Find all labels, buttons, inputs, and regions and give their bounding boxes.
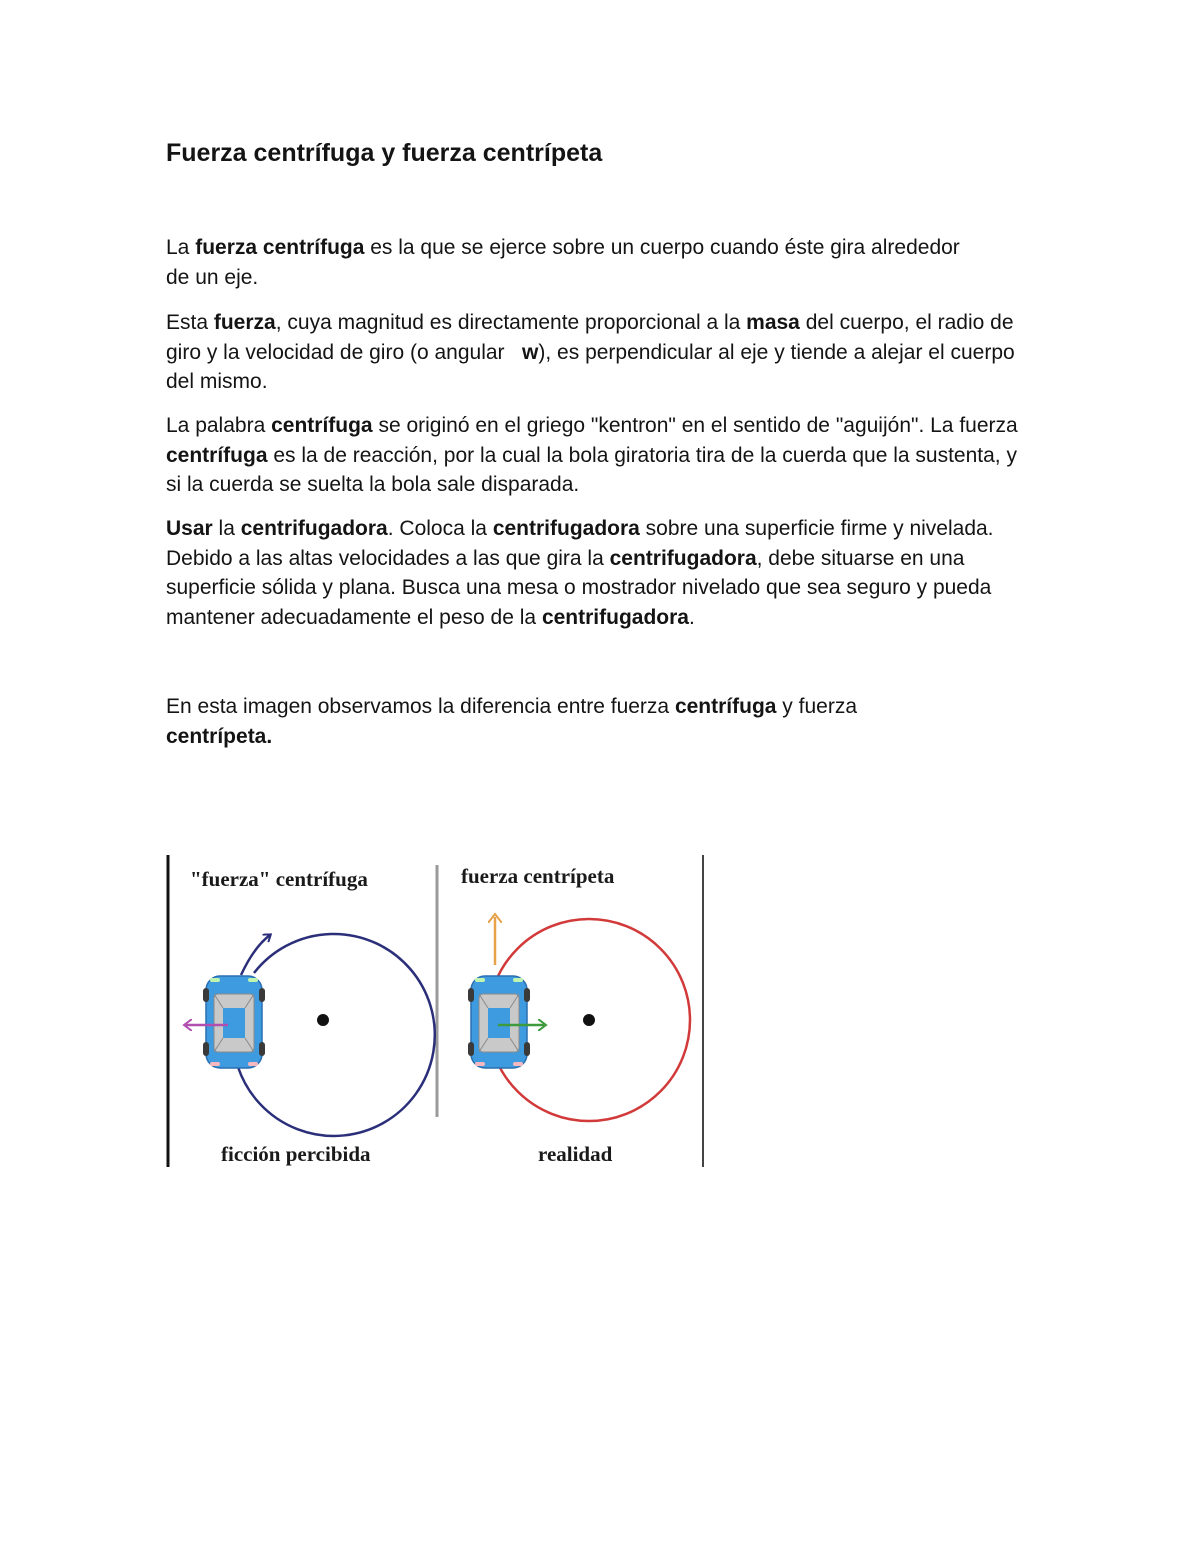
right-panel-title: fuerza centrípeta bbox=[461, 864, 615, 888]
velocity-arrow-left bbox=[241, 935, 270, 975]
paragraph-etymology: La palabra centrífuga se originó en el griego "kentron" en el sentido de "aguijón". La fuerza centrífuga es la de reacción, por la cual la bola giratoria tira de la cuerda que la sustenta, y si la cuerda se suelta la bola sale disparada. bbox=[166, 414, 1018, 496]
right-center-dot bbox=[583, 1014, 595, 1026]
centrifugal-vs-centripetal-figure bbox=[166, 855, 706, 1167]
paragraph-centrifuge-usage: Usar la centrifugadora. Coloca la centrifugadora sobre una superficie firme y nivelada. Debido a las altas velocidades a las que gira la centrifugadora, debe situarse en una superficie sólida y plana. Busca una mesa o mostrador nivelado que sea seguro y pueda mantener adecuadamente el peso de la centrifugadora. bbox=[166, 517, 994, 629]
left-panel-caption: ficción percibida bbox=[221, 1142, 371, 1166]
page-title: Fuerza centrífuga y fuerza centrípeta bbox=[166, 139, 603, 167]
paragraph-image-intro: En esta imagen observamos la diferencia entre fuerza centrífuga y fuerza centrípeta. bbox=[166, 695, 858, 748]
paragraph-definition: La fuerza centrífuga es la que se ejerce sobre un cuerpo cuando éste gira alrededor de un eje. bbox=[166, 236, 960, 289]
left-center-dot bbox=[317, 1014, 329, 1026]
car-icon-right bbox=[468, 976, 530, 1068]
figure-diagram bbox=[166, 855, 706, 1167]
left-circle-path bbox=[238, 934, 435, 1136]
left-panel-title: "fuerza" centrífuga bbox=[190, 867, 368, 891]
right-panel-caption: realidad bbox=[538, 1142, 613, 1166]
car-icon-left bbox=[203, 976, 265, 1068]
paragraph-magnitude: Esta fuerza, cuya magnitud es directamente proporcional a la masa del cuerpo, el radio de giro y la velocidad de giro (o angular w), es perpendicular al eje y tiende a alejar el cuerpo del mismo. bbox=[166, 311, 1020, 393]
